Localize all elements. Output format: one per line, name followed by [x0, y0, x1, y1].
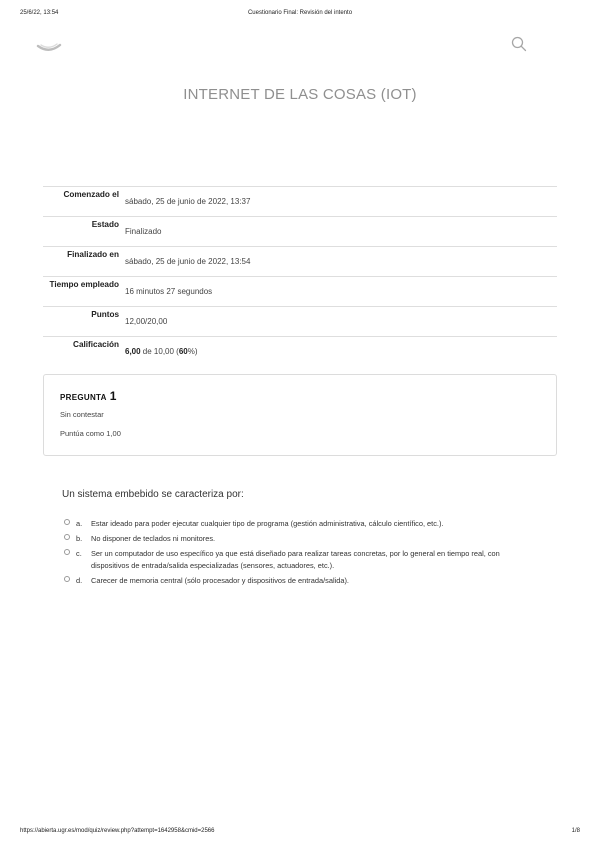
attempt-summary-table — [43, 186, 557, 367]
answer-options — [64, 518, 534, 590]
print-footer — [20, 828, 580, 838]
answer-letter: c. — [76, 549, 82, 558]
summary-value: sábado, 25 de junio de 2022, 13:37 — [125, 197, 251, 206]
grade-percent: 60 — [178, 347, 188, 356]
grade-value — [125, 347, 198, 356]
answer-letter: a. — [76, 519, 83, 528]
summary-value: Finalizado — [125, 227, 162, 236]
summary-row-time-taken — [43, 277, 557, 307]
question-number-value: 1 — [109, 389, 117, 403]
answer-text: No disponer de teclados ni monitores. — [91, 534, 216, 543]
question-state: Sin contestar — [60, 410, 104, 419]
summary-label: Tiempo empleado — [49, 280, 119, 289]
summary-label: Estado — [91, 220, 119, 229]
radio-button[interactable] — [64, 519, 70, 525]
answer-option-b[interactable] — [64, 533, 534, 545]
answer-letter: b. — [76, 534, 83, 543]
summary-value: 12,00/20,00 — [125, 317, 168, 326]
grade-of-text: de 10,00 ( — [140, 347, 179, 356]
grade-suffix: %) — [187, 347, 198, 356]
answer-option-d[interactable] — [64, 575, 534, 587]
search-icon[interactable] — [511, 36, 527, 52]
question-label: PREGUNTA — [60, 393, 107, 402]
summary-label: Calificación — [73, 340, 119, 349]
radio-button[interactable] — [64, 576, 70, 582]
print-header — [20, 10, 580, 20]
summary-row-started — [43, 187, 557, 217]
summary-value: 16 minutos 27 segundos — [125, 287, 213, 296]
answer-letter: d. — [76, 576, 83, 585]
question-number — [60, 389, 117, 403]
question-info-box — [43, 374, 557, 456]
print-date: 25/6/22, 13:54 — [20, 10, 59, 16]
summary-row-state — [43, 217, 557, 247]
print-url: https://abierta.ugr.es/mod/quiz/review.php?attempt=1642958&cmid=2566 — [20, 828, 215, 834]
logo-icon[interactable] — [36, 40, 62, 54]
summary-row-points — [43, 307, 557, 337]
answer-text: Carecer de memoria central (sólo procesador y dispositivos de entrada/salida). — [91, 576, 349, 585]
summary-label: Comenzado el — [63, 190, 119, 199]
summary-label: Puntos — [91, 310, 119, 319]
page-counter: 1/8 — [571, 828, 580, 834]
radio-button[interactable] — [64, 534, 70, 540]
answer-option-a[interactable] — [64, 518, 534, 530]
question-mark: Puntúa como 1,00 — [60, 429, 121, 438]
course-title: INTERNET DE LAS COSAS (IOT) — [183, 86, 417, 103]
print-title: Cuestionario Final: Revisión del intento — [247, 10, 353, 16]
answer-option-c[interactable] — [64, 548, 534, 572]
summary-row-grade — [43, 337, 557, 367]
summary-label: Finalizado en — [67, 250, 119, 259]
grade-score: 6,00 — [125, 347, 141, 356]
question-text: Un sistema embebido se caracteriza por: — [62, 489, 244, 500]
radio-button[interactable] — [64, 549, 70, 555]
summary-value: sábado, 25 de junio de 2022, 13:54 — [125, 257, 251, 266]
answer-text: Estar ideado para poder ejecutar cualquier tipo de programa (gestión administrativa, cálculo científico, etc.). — [91, 519, 444, 528]
answer-text: Ser un computador de uso específico ya que está diseñado para realizar tareas concretas, por lo general en tiempo real, con dispositivos de entrada/salida especializadas (sensores, actuadores, etc.). — [91, 549, 500, 570]
summary-row-finished — [43, 247, 557, 277]
